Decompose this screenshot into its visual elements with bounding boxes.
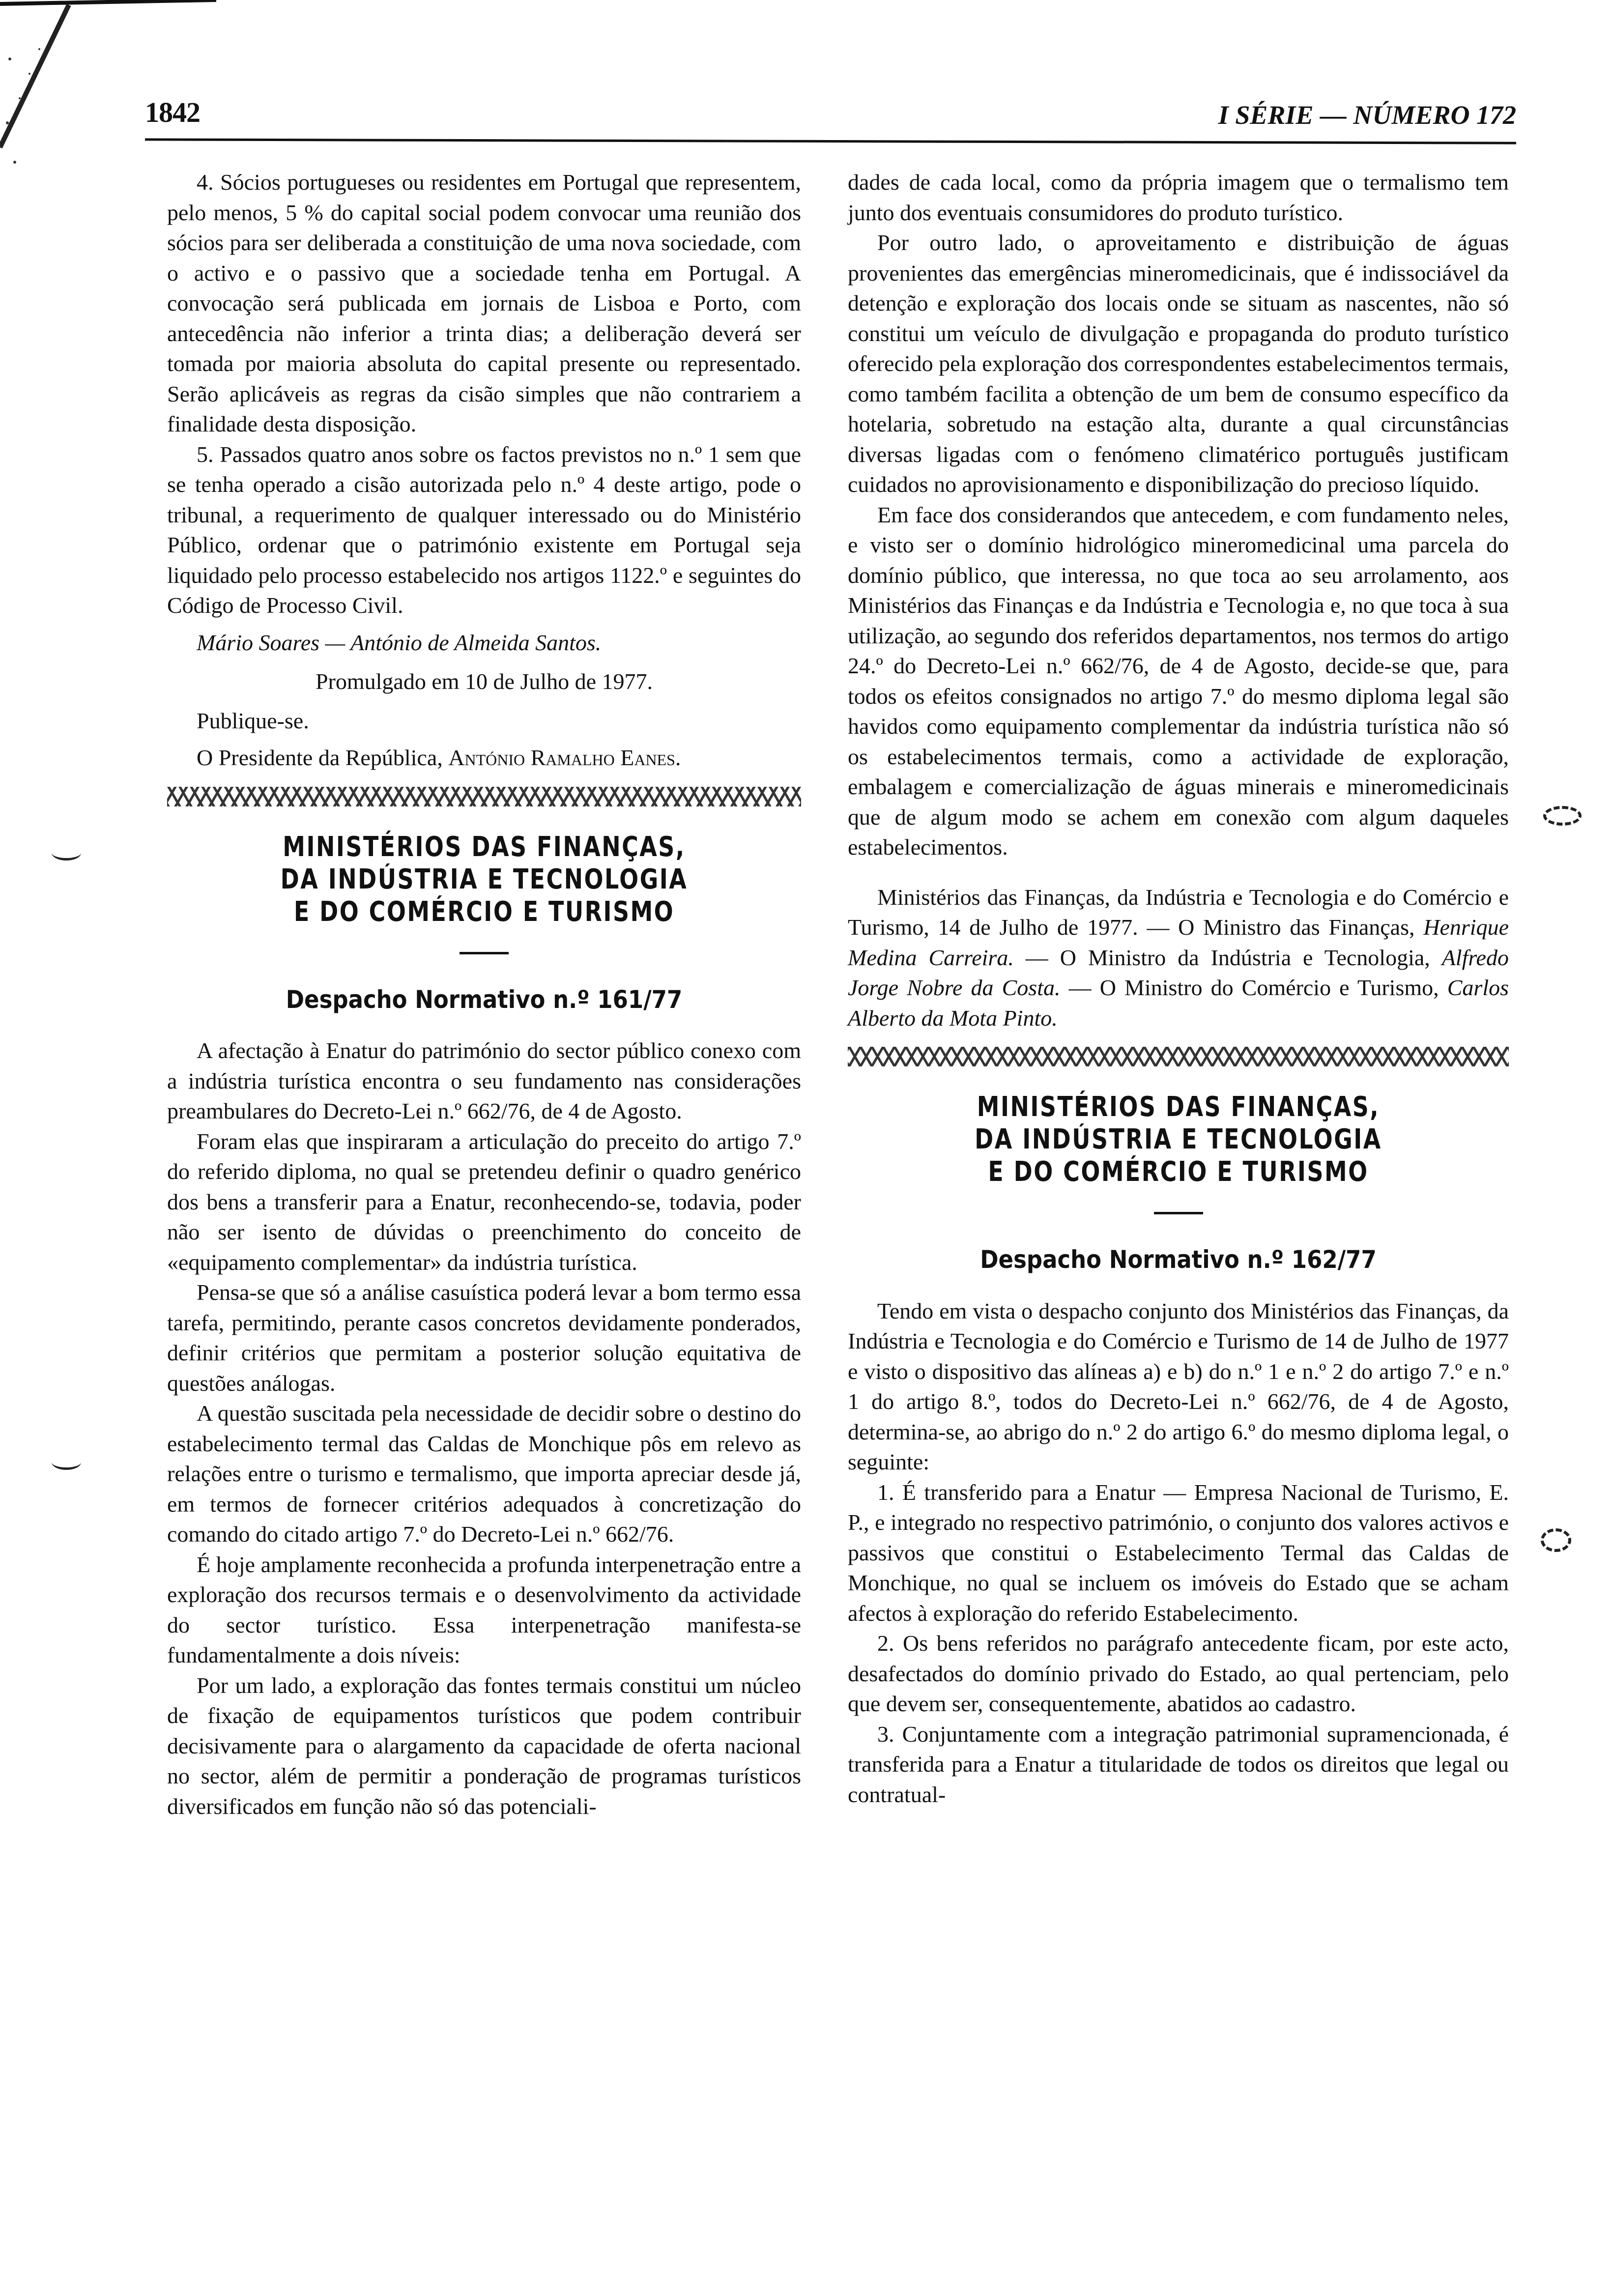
continuation-paragraph: Por outro lado, o aproveitamento e distribuição de águas provenientes das emergências mineromedicinais, que é indissociável da detenção e exploração dos locais onde se situam as nascentes, não só constitui um veículo de divulgação e propaganda do produto turístico oferecido pela exploração dos correspondentes estabelecimentos termais, como também facilita a obtenção de um bem de consumo específico da hotelaria, sobretudo na estação alta, durante a qual circunstâncias diversas ligadas com o fenómeno climatérico português justificam cuidados no aprovisionamento e disponibilização do precioso líquido. [848, 230, 1509, 497]
section-short-rule [460, 952, 509, 954]
left-column [167, 167, 801, 1821]
despacho-title-162: Despacho Normativo n.º 162/77 [980, 1245, 1377, 1274]
despacho-161-paragraph: A afectação à Enatur do património do sector público conexo com a indústria turística encontra o seu fundamento nas considerações preambulares do Decreto-Lei n.º 662/76, de 4 de Agosto. [167, 1038, 801, 1123]
despacho-162-paragraph: 1. É transferido para a Enatur — Empresa Nacional de Turismo, E. P., e integrado no respectivo património, o conjunto dos valores activos e passivos que constitui o Estabelecimento Termal das Caldas de Monchique, no qual se incluem os imóveis do Estado que se acham afectos à exploração do referido Estabelecimento. [848, 1479, 1509, 1626]
signatories: Mário Soares — António de Almeida Santos. [197, 630, 602, 655]
right-column [848, 167, 1509, 1809]
continuation-paragraph: Em face dos considerandos que antecedem, e com fundamento neles, e visto ser o domínio hidrológico mineromedicinal uma parcela do domínio público, que interessa, no que toca ao seu arrolamento, aos Ministérios das Finanças e da Indústria e Tecnologia e, no que toca à sua utilização, ao segundo dos referidos departamentos, nos termos do artigo 24.º do Decreto-Lei n.º 662/76, de 4 de Agosto, decide-se que, para todos os efeitos consignados no artigo 7.º do mesmo diploma legal são havidos como equipamento complementar da indústria turística não só os estabelecimentos termais, como a actividade de exploração, embalagem e comercialização de águas minerais e mineromedicinais que de algum modo se achem em conexão com algum daqueles estabelecimentos. [848, 502, 1509, 860]
despacho-161-paragraph: A questão suscitada pela necessidade de decidir sobre o destino do estabelecimento termal das Caldas de Monchique pôs em relevo as relações entre o turismo e termalismo, que importa apreciar desde já, em termos de fornecer critérios adequados à concretização do comando do citado artigo 7.º do Decreto-Lei n.º 662/76. [167, 1401, 801, 1547]
closing-signatures [848, 882, 1509, 1033]
despacho-161-paragraph: É hoje amplamente reconhecida a profunda interpenetração entre a exploração dos recursos termais e o desenvolvimento da actividade do sector turístico. Essa interpenetração manifesta-se fundamentalmente a dois níveis: [167, 1551, 801, 1667]
scan-edge-artifact [0, 0, 216, 187]
section-short-rule [1154, 1212, 1203, 1214]
minister-industry-name: Alfredo Jorge Nobre da Costa. [848, 945, 1509, 1000]
industry-prefix: — O Ministro da Indústria e Tecnologia, [1013, 945, 1442, 970]
punch-hole-icon [1543, 806, 1582, 826]
article-paragraph-5: 5. Passados quatro anos sobre os factos previstos no n.º 1 sem que se tenha operado a cisão autorizada pelo n.º 4 deste artigo, pode o tribunal, a requerimento de qualquer interessado ou do Ministério Público, ordenar que o património existente em Portugal seja liquidado pelo processo estabelecido nos artigos 1122.º e seguintes do Código de Processo Civil. [167, 441, 801, 618]
continuation-paragraph: dades de cada local, como da própria imagem que o termalismo tem junto dos eventuais consumidores do produto turístico. [848, 170, 1509, 225]
ministry-heading-line-2: DA INDÚSTRIA E TECNOLOGIA [280, 863, 688, 895]
president-name: António Ramalho Eanes. [448, 745, 681, 770]
ornamental-divider [848, 1047, 1509, 1066]
ministry-heading-line-1: MINISTÉRIOS DAS FINANÇAS, [977, 1091, 1380, 1123]
publish-notice: Publique-se. [197, 708, 309, 733]
despacho-161-paragraph: Foram elas que inspiraram a articulação do preceito do artigo 7.º do referido diploma, no qual se pretendeu definir o quadro genérico dos bens a transferir para a Enatur, reconhecendo-se, todavia, poder não ser isento de dúvidas o preenchimento do conceito de «equipamento complementar» da indústria turística. [167, 1128, 801, 1275]
minister-finance-name: Henrique Medina Carreira. [848, 915, 1509, 970]
despacho-161-paragraph: Pensa-se que só a análise casuística poderá levar a bom termo essa tarefa, permitindo, perante casos concretos devidamente ponderados, definir critérios que permitam a posterior solução equitativa de questões análogas. [167, 1280, 801, 1396]
president-prefix: O Presidente da República, [197, 745, 449, 770]
ministry-heading-line-3: E DO COMÉRCIO E TURISMO [988, 1156, 1369, 1188]
minister-commerce-name: Carlos Alberto da Mota Pinto. [848, 975, 1509, 1031]
despacho-162-paragraph: 3. Conjuntamente com a integração patrimonial supramencionada, é transferida para a Enatur a titularidade de todos os direitos que legal ou contratual- [848, 1721, 1509, 1807]
president-line [167, 743, 801, 773]
closing-place-date: Ministérios das Finanças, da Indústria e Tecnologia e do Comércio e Turismo, 14 de Julho de 1977. — O Ministro das Finanças, [848, 884, 1509, 940]
left-margin-mark [52, 1455, 81, 1470]
despacho-162-paragraph: 2. Os bens referidos no parágrafo antecedente ficam, por este acto, desafectados do domínio privado do Estado, ao qual pertenciam, pelo que devem ser, consequentemente, abatidos ao cadastro. [848, 1631, 1509, 1716]
despacho-162-paragraph: Tendo em vista o despacho conjunto dos Ministérios das Finanças, da Indústria e Tecnologia e do Comércio e Turismo de 14 de Julho de 1977 e visto o dispositivo das alíneas a) e b) do n.º 1 e n.º 2 do artigo 7.º e n.º 1 do artigo 8.º, todos do Decreto-Lei n.º 662/76, de 4 de Agosto, determina-se, ao abrigo do n.º 2 do artigo 6.º do mesmo diploma legal, o seguinte: [848, 1298, 1509, 1474]
ministry-heading-line-3: E DO COMÉRCIO E TURISMO [293, 895, 675, 928]
series-number: I SÉRIE — NÚMERO 172 [1218, 100, 1516, 130]
ministry-heading-line-1: MINISTÉRIOS DAS FINANÇAS, [283, 831, 686, 863]
despacho-title-161: Despacho Normativo n.º 161/77 [286, 985, 683, 1014]
ornamental-divider [167, 787, 801, 806]
punch-hole-icon [1541, 1528, 1571, 1552]
page-number: 1842 [145, 96, 200, 128]
page-header [145, 96, 1516, 140]
left-margin-mark [52, 845, 81, 861]
promulgation-date: Promulgado em 10 de Julho de 1977. [315, 669, 653, 694]
ministry-heading-line-2: DA INDÚSTRIA E TECNOLOGIA [975, 1123, 1382, 1155]
commerce-prefix: — O Ministro do Comércio e Turismo, [1060, 975, 1447, 1000]
despacho-161-paragraph: Por um lado, a exploração das fontes termais constitui um núcleo de fixação de equipamentos turísticos que podem contribuir decisivamente para o alargamento da capacidade de oferta nacional no sector, além de permitir a ponderação de programas turísticos diversificados em função não só das potenciali- [167, 1672, 801, 1819]
article-paragraph-4: 4. Sócios portugueses ou residentes em Portugal que representem, pelo menos, 5 % do capital social podem convocar uma reunião dos sócios para ser deliberada a constituição de uma nova sociedade, com o activo e o passivo que a sociedade tenha em Portugal. A convocação será publicada em jornais de Lisboa e Porto, com antecedência não inferior a trinta dias; a deliberação deverá ser tomada por maioria absoluta do capital presente ou representado. Serão aplicáveis as regras da cisão simples que não contrariem a finalidade desta disposição. [167, 170, 801, 436]
